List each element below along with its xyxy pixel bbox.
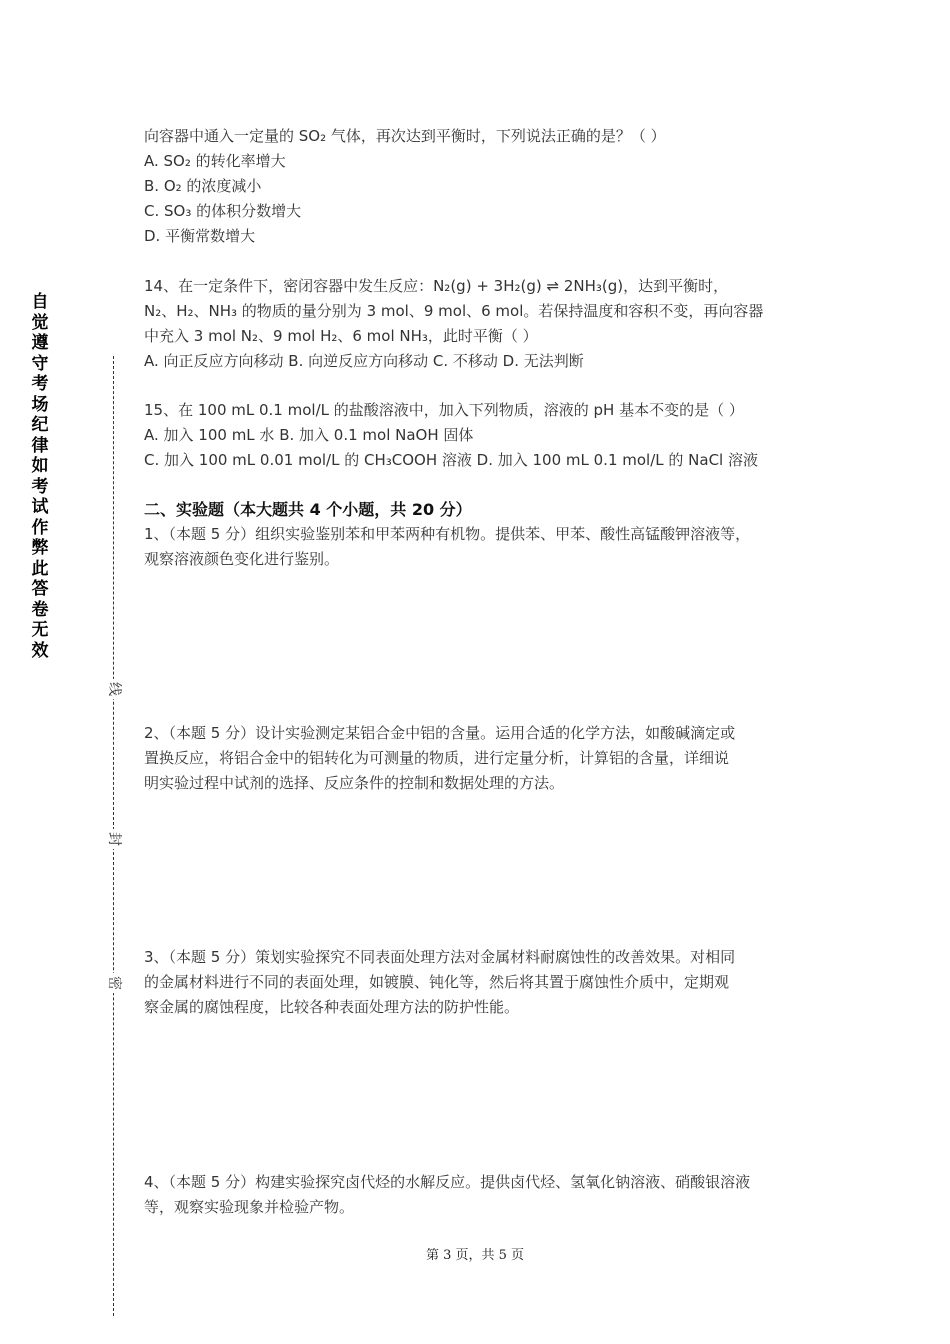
q13-stem: 向容器中通入一定量的 SO₂ 气体，再次达到平衡时，下列说法正确的是？（ ） <box>144 127 666 145</box>
q14-line: N₂、H₂、NH₃ 的物质的量分别为 3 mol、9 mol、6 mol。若保持温度和容积不变，再向容器 <box>144 302 764 320</box>
binding-label-seal: 封 <box>104 829 124 849</box>
s2-q3-line: 察金属的腐蚀程度，比较各种表面处理方法的防护性能。 <box>144 998 520 1016</box>
binding-label-secret: 密 <box>104 973 124 993</box>
s2-q4-line: 等，观察实验现象并检验产物。 <box>144 1198 355 1216</box>
section-heading: 二、实验题（本大题共 4 个小题，共 20 分） <box>144 500 472 519</box>
q14-line: 中充入 3 mol N₂、9 mol H₂、6 mol NH₃，此时平衡（ ） <box>144 327 538 345</box>
q14-options: A. 向正反应方向移动 B. 向逆反应方向移动 C. 不移动 D. 无法判断 <box>144 352 584 370</box>
s2-q4-line: 4、（本题 5 分）构建实验探究卤代烃的水解反应。提供卤代烃、氢氧化钠溶液、硝酸银溶液 <box>144 1173 751 1191</box>
s2-q2-line: 置换反应，将铝合金中的铝转化为可测量的物质，进行定量分析，计算铝的含量，详细说 <box>144 749 730 767</box>
page-footer: 第 3 页，共 5 页 <box>425 1248 525 1263</box>
s2-q1-line: 1、（本题 5 分）组织实验鉴别苯和甲苯两种有机物。提供苯、甲苯、酸性高锰酸钾溶液等， <box>144 525 751 543</box>
q13-option-a: A. SO₂ 的转化率增大 <box>144 152 286 170</box>
s2-q2-line: 明实验过程中试剂的选择、反应条件的控制和数据处理的方法。 <box>144 774 565 792</box>
q13-option-b: B. O₂ 的浓度减小 <box>144 177 262 195</box>
q15-stem: 15、在 100 mL 0.1 mol/L 的盐酸溶液中，加入下列物质，溶液的 pH 基本不变的是（ ） <box>144 401 744 419</box>
s2-q1-line: 观察溶液颜色变化进行鉴别。 <box>144 550 340 568</box>
q13-option-d: D. 平衡常数增大 <box>144 227 256 245</box>
q15-options: A. 加入 100 mL 水 B. 加入 0.1 mol NaOH 固体 <box>144 426 474 444</box>
q13-option-c: C. SO₃ 的体积分数增大 <box>144 202 302 220</box>
s2-q2-line: 2、（本题 5 分）设计实验测定某铝合金中铝的含量。运用合适的化学方法，如酸碱滴定或 <box>144 724 736 742</box>
q14-line: 14、在一定条件下，密闭容器中发生反应：N₂(g) + 3H₂(g) ⇌ 2NH₃(g)，达到平衡时， <box>144 277 729 295</box>
side-notice: 自 觉 遵 守 考 场 纪 律 如 考 试 作 弊 此 答 卷 无 效 <box>31 292 49 661</box>
s2-q3-line: 的金属材料进行不同的表面处理，如镀膜、钝化等，然后将其置于腐蚀性介质中，定期观 <box>144 973 730 991</box>
binding-label-line: 线 <box>104 679 124 699</box>
s2-q3-line: 3、（本题 5 分）策划实验探究不同表面处理方法对金属材料耐腐蚀性的改善效果。对相同 <box>144 948 736 966</box>
q15-options: C. 加入 100 mL 0.01 mol/L 的 CH₃COOH 溶液 D. 加入 100 mL 0.1 mol/L 的 NaCl 溶液 <box>144 451 758 469</box>
